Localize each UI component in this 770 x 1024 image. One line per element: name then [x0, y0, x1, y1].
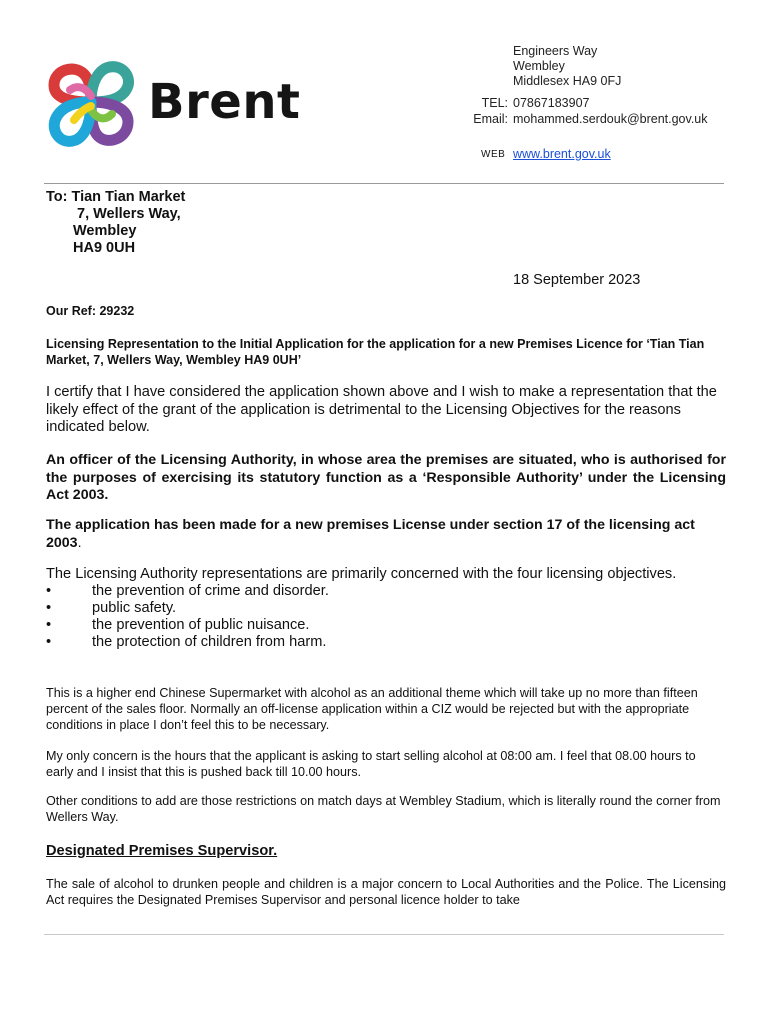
dps-heading: Designated Premises Supervisor.	[46, 843, 278, 859]
bullet-icon: •	[46, 634, 52, 650]
recipient-line: 7, Wellers Way,	[77, 206, 181, 222]
list-item: • the protection of children from harm.	[46, 634, 327, 650]
address-line: Wembley	[513, 59, 565, 73]
tel-value: 07867183907	[513, 96, 590, 110]
email-label: Email:	[473, 111, 508, 126]
list-item: • public safety.	[46, 600, 177, 616]
subject-line: Licensing Representation to the Initial Application for the application for a new Premises Licence for ‘Tian Tian Market, 7, Wellers Way, Wembley HA9 0UH’	[46, 337, 705, 367]
conditions-paragraph: Other conditions to add are those restrictions on match days at Wembley Stadium, which is literally round the corner from Wellers Way.	[46, 794, 721, 824]
recipient-line: To: Tian Tian Market	[46, 189, 186, 205]
recipient-line: HA9 0UH	[73, 240, 136, 256]
contact-block	[0, 96, 770, 127]
email-value: mohammed.serdouk@brent.gov.uk	[513, 111, 708, 126]
web-label: WEB	[481, 149, 506, 160]
application-paragraph	[46, 517, 726, 552]
bullet-icon: •	[46, 583, 52, 599]
bullet-icon: •	[46, 600, 52, 616]
website-link[interactable]: www.brent.gov.uk	[513, 147, 611, 161]
recipient-line: Wembley	[73, 223, 137, 239]
list-item: • the prevention of crime and disorder.	[46, 583, 329, 599]
application-text: The application has been made for a new premises License under section 17 of the licensing act 2003	[46, 517, 695, 551]
header-divider	[44, 183, 724, 184]
list-item: • the prevention of public nuisance.	[46, 617, 310, 633]
concern-paragraph: My only concern is the hours that the applicant is asking to start selling alcohol at 08:00 am. I feel that 08.00 hours to early and I insist that this is pushed back till 10.00 hours.	[46, 749, 696, 779]
supermarket-paragraph: This is a higher end Chinese Supermarket with alcohol as an additional theme which will take up no more than fifteen percent of the sales floor. Normally an off-license application within a CIZ would be rejected but with the appropriate conditions in place I don’t feel this to be necessary.	[46, 686, 698, 732]
tel-label: TEL:	[481, 96, 508, 110]
address-line: Engineers Way	[513, 44, 598, 58]
dps-paragraph: The sale of alcohol to drunken people and children is a major concern to Local Authorities and the Police. The Licensing Act requires the Designated Premises Supervisor and personal licence holder to take	[46, 877, 726, 907]
application-end: .	[77, 534, 82, 551]
our-reference: Our Ref: 29232	[46, 304, 135, 318]
certify-paragraph: I certify that I have considered the application shown above and I wish to make a representation that the likely effect of the grant of the application is detrimental to the Licensing Objectives for the reasons indicated below.	[46, 384, 717, 435]
letter-date: 18 September 2023	[513, 272, 641, 288]
officer-paragraph: An officer of the Licensing Authority, in whose area the premises are situated, who is authorised for the purposes of exercising its statutory function as a ‘Responsible Authority’ under the Licensing Act 2003.	[46, 452, 726, 503]
objectives-intro: The Licensing Authority representations are primarily concerned with the four licensing objectives.	[46, 566, 677, 582]
footer-divider	[44, 934, 724, 935]
recipient-address	[46, 189, 185, 257]
bullet-icon: •	[46, 617, 52, 633]
address-line: Middlesex HA9 0FJ	[513, 74, 622, 88]
logo-wordmark: Brent	[148, 74, 301, 130]
objectives-list	[46, 583, 329, 651]
sender-address	[513, 44, 621, 89]
